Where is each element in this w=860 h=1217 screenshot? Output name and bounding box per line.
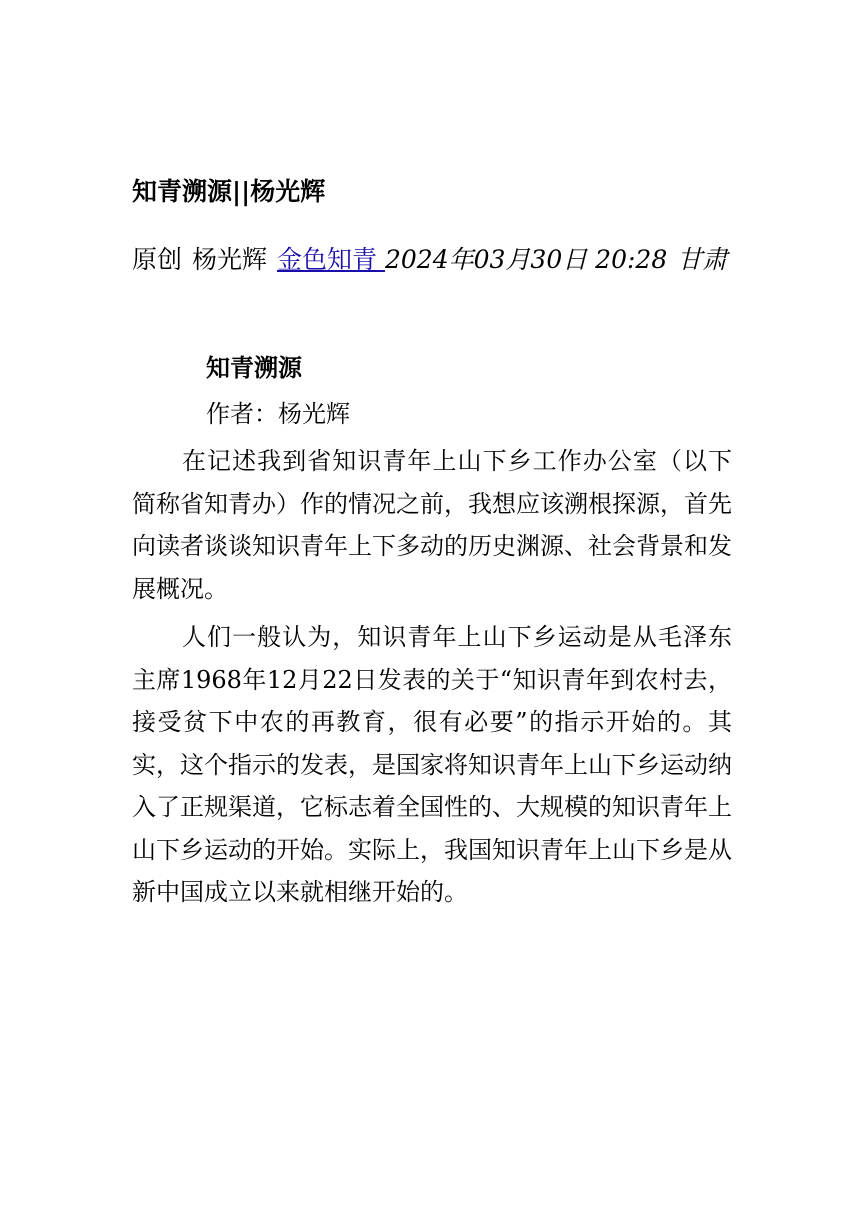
body-byline: 作者：杨光辉 [206, 400, 350, 428]
meta-author: 杨光辉 [192, 245, 268, 274]
account-link[interactable]: 金色知青 [277, 245, 385, 274]
publish-date: 2024年03月30日 20:28 [384, 245, 668, 274]
body-heading: 知青溯源 [206, 353, 302, 382]
publish-location: 甘肃 [677, 245, 728, 274]
article-title: 知青溯源||杨光辉 [132, 177, 326, 206]
paragraph: 人们一般认为，知识青年上山下乡运动是从毛泽东主席1968年12月22日发表的关于“知识青年到农村去，接受贫下中农的再教育，很有必要”的指示开始的。其实，这个指示的发表，是国家将知识青年上山下乡运动纳入了正规渠道，它标志着全国性的、大规模的知识青年上山下乡运动的开始。实际上，我国知识青年上山下乡是从新中国成立以来就相继开始的。 [132, 623, 732, 906]
article-meta [132, 238, 732, 282]
original-label: 原创 [132, 245, 183, 274]
paragraph: 在记述我到省知识青年上山下乡工作办公室（以下简称省知青办）作的情况之前，我想应该溯根探源，首先向读者谈谈知识青年上下多动的历史渊源、社会背景和发展概况。 [132, 447, 732, 603]
